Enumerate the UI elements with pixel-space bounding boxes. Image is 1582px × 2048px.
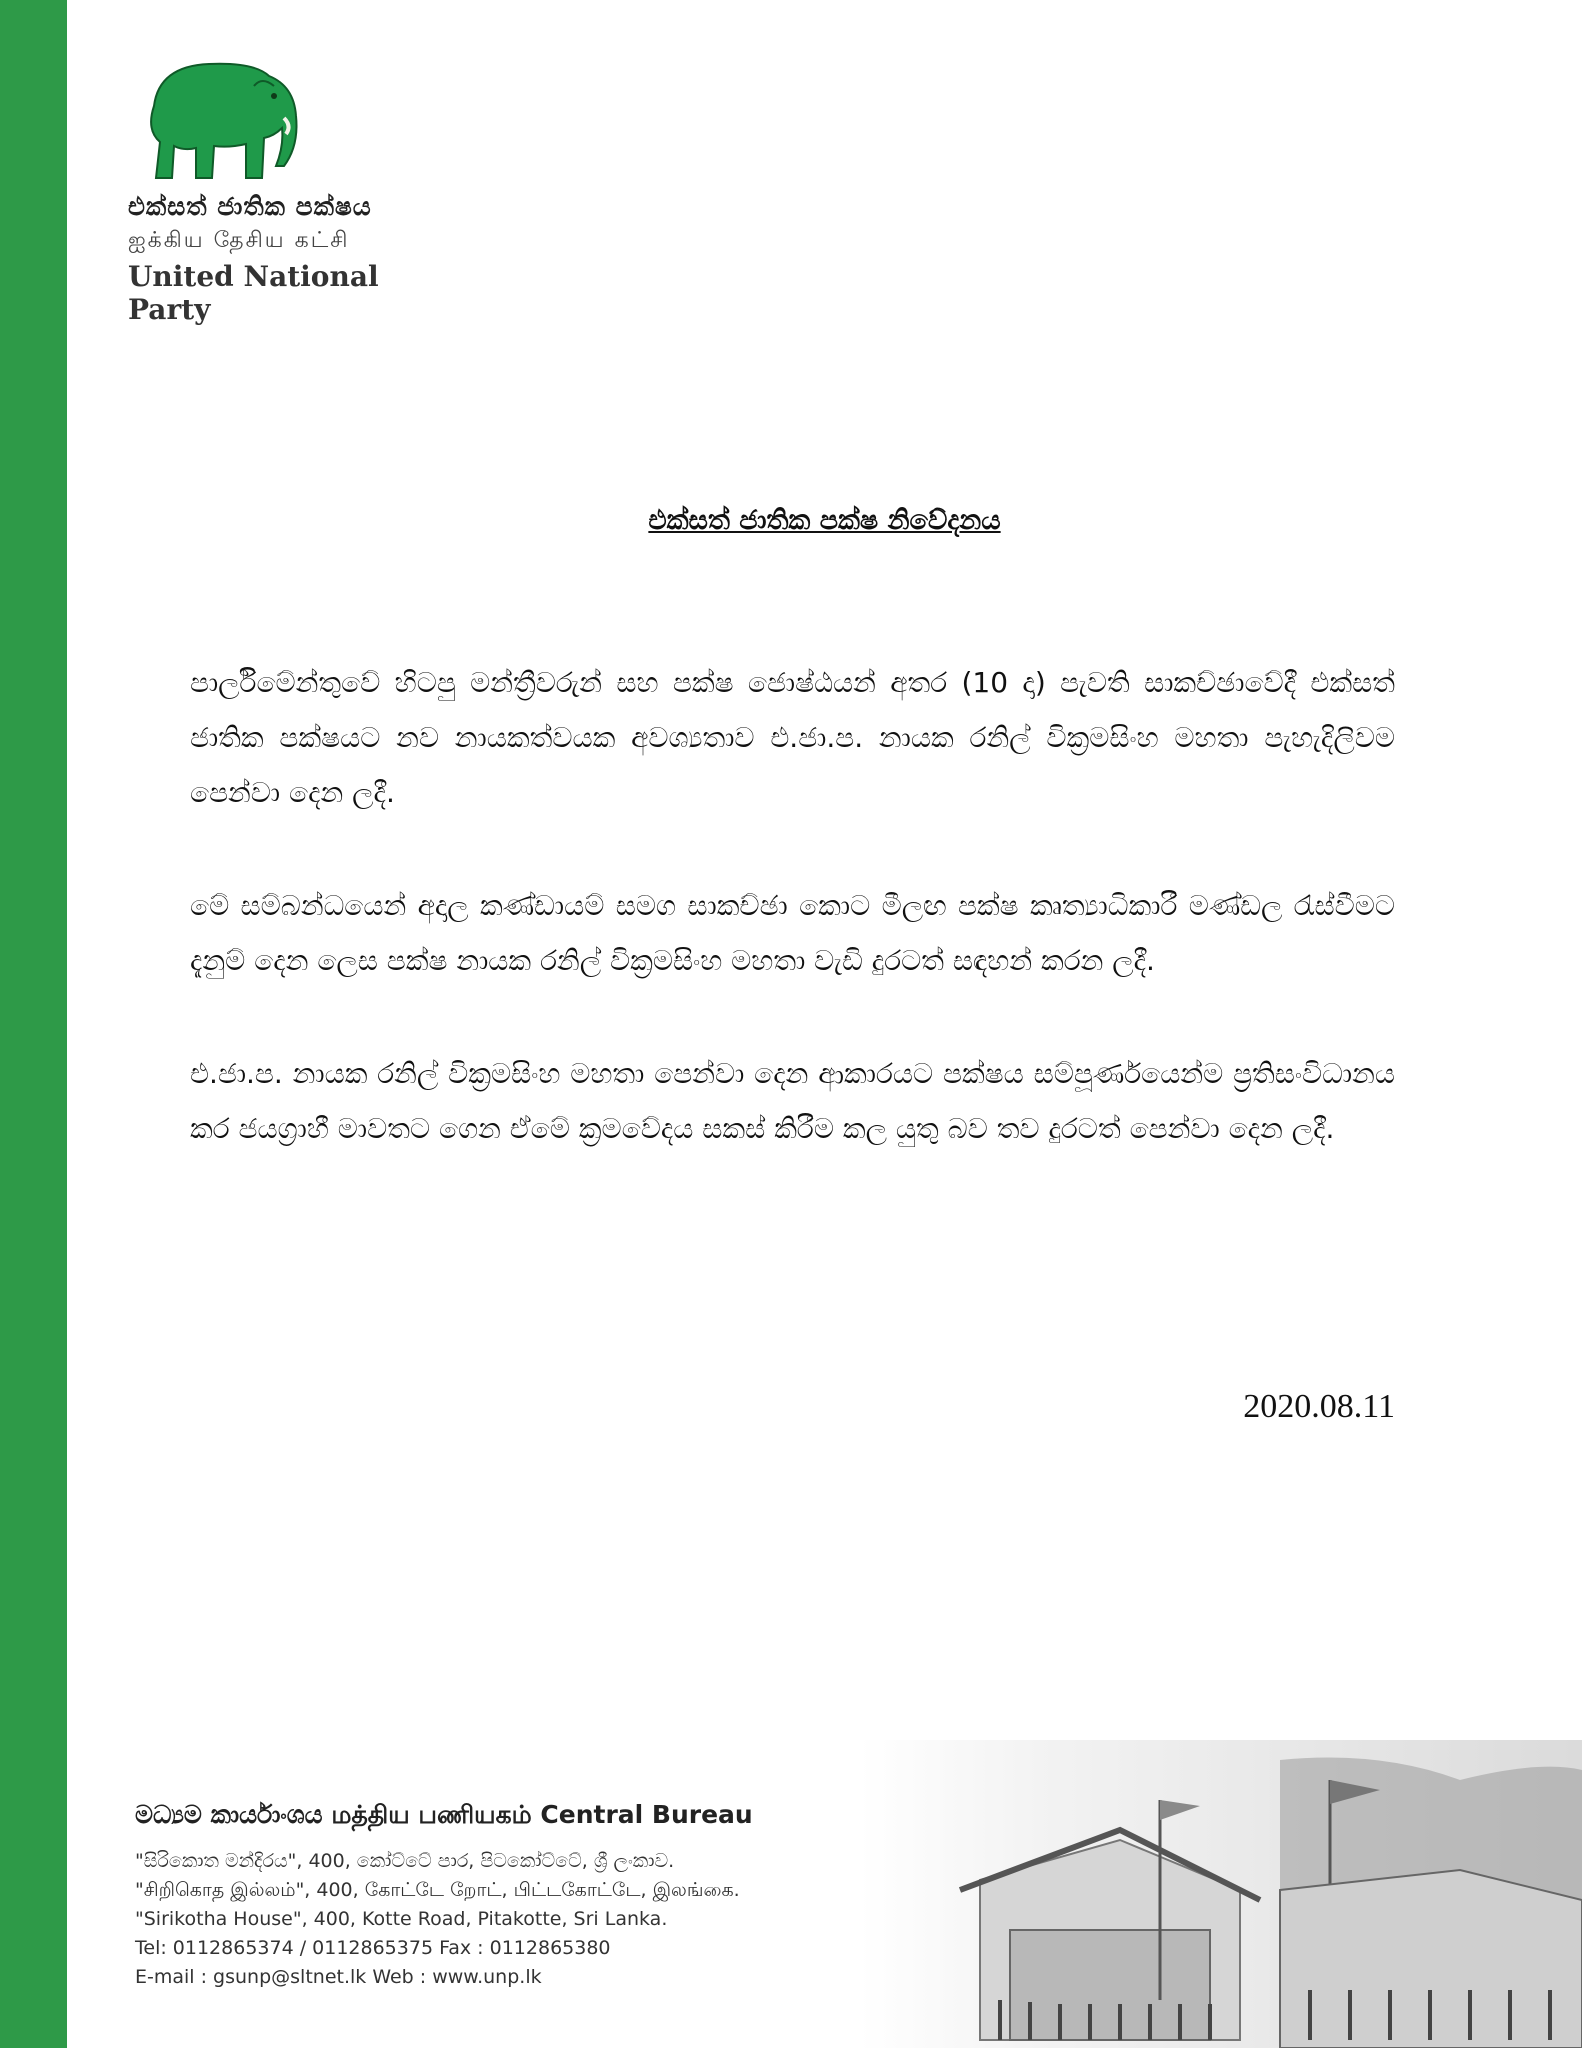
party-name-english: United National Party [128,260,379,326]
footer-contact [135,1800,895,1992]
phone-fax-line: Tel: 0112865374 / 0112865375 Fax : 0112865380 [135,1937,611,1959]
document-title: එක්සත් ජාතික පක්ෂ නිවේදනය [648,505,1001,536]
address-english: "Sirikotha House", 400, Kotte Road, Pitakotte, Sri Lanka. [135,1908,668,1930]
email-web-line: E-mail : gsunp@sltnet.lk Web : www.unp.lk [135,1966,542,1988]
address-sinhala: "සිරිකොත මන්දිරය", 400, කෝට්ටේ පාර, පිටකෝට්ටේ, ශ්‍රී ලංකාව. [135,1850,675,1872]
party-name-tamil: ஐக்கிய தேசிய கட்சி [128,228,350,253]
left-green-bar [0,0,67,2048]
paragraph-1: පාර්ලිමේන්තුවේ හිටපු මන්ත්‍රීවරුන් සහ පක්ෂ ජොෂ්ඨයන් අතර (10 දා) පැවති සාකච්ඡාවේදී එක්සත් ජාතික පක්ෂයට නව නායකත්වයක අවශ්‍යතාව එ.ජා.ප. නායක රනිල් වික්‍රමසිංහ මහතා පැහැදිලිවම පෙන්වා දෙන ලදී. [190,666,1395,809]
party-name-sinhala: එක්සත් ජාතික පක්ෂය [128,192,372,221]
footer-heading: මධ්‍යම කාර්යාංශය மத்திய பணியகம் Central Bureau [135,1800,753,1829]
party-logo [128,46,448,326]
document-body [190,655,1395,1214]
building-photo [860,1740,1582,2048]
elephant-icon [134,46,304,186]
paragraph-2: මේ සම්බන්ධයෙන් අදාල කණ්ඩායම් සමග සාකච්ඡා කොට මීලඟ පක්ෂ කෘත්‍යාධිකාරී මණ්ඩල රැස්වීමට දැනුම් දෙන ලෙස පක්ෂ නායක රනිල් වික්‍රමසිංහ මහතා වැඩි දුරටත් සඳහන් කරන ලදී. [190,889,1395,977]
document-date: 2020.08.11 [1243,1388,1395,1425]
paragraph-3: එ.ජා.ප. නායක රනිල් වික්‍රමසිංහ මහතා පෙන්වා දෙන ආකාරයට පක්ෂය සම්පූර්ණයෙන්ම ප්‍රතිසංවිධානය කර ජයග්‍රාහී මාවතට ගෙන ඒමේ ක්‍රමවේදය සකස් කිරීම කල යුතු බව තව දුරටත් පෙන්වා දෙන ලදී. [190,1057,1395,1145]
address-tamil: "சிறிகொத இல்லம்", 400, கோட்டே றோட், பிட்டகோட்டே, இலங்கை. [135,1879,740,1901]
